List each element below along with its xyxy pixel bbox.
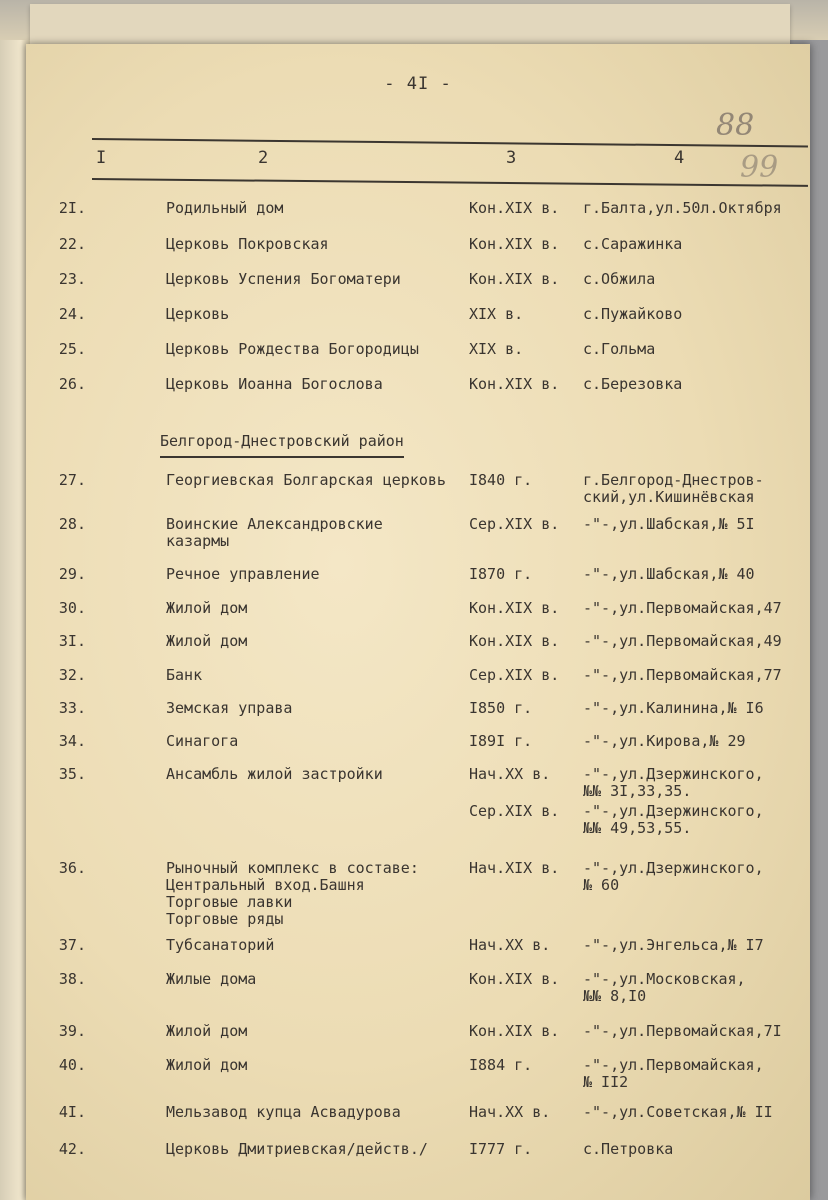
object-address: -"-,ул.Советская,№ II [583,1103,773,1121]
row-number: 3I. [58,632,86,650]
object-address: -"-,ул.Первомайская,77 [583,666,782,684]
object-date: Сер.XIX в. [469,666,560,684]
object-date: XIX в. [469,340,524,358]
object-date: XIX в. [469,305,524,323]
object-name: Тубсанаторий [166,936,275,954]
object-address: с.Обжила [583,270,656,288]
sheet-number-mark: 88 [716,108,755,143]
object-date: I840 г. [469,471,533,489]
row-number: 2I. [58,199,86,217]
row-number: 24. [58,305,86,323]
row-number: 34. [58,732,86,750]
sheet-number-mark-2: 99 [740,150,779,185]
object-address: г.Белгород-Днестров- ский,ул.Кишинёвская [583,471,764,506]
row-number: 36. [58,859,86,877]
object-address: -"-,ул.Кирова,№ 29 [583,732,746,750]
object-date: I850 г. [469,699,533,717]
object-name: Рыночный комплекс в составе: Центральный вход.Башня Торговые лавки Торговые ряды [166,859,419,928]
object-date: Кон.XIX в. [469,632,560,650]
row-number: 42. [58,1140,86,1158]
object-name: Родильный дом [166,199,284,217]
row-number: 27. [58,471,86,489]
row-number: 22. [58,235,86,253]
object-date: Нач.XX в. [469,936,551,954]
object-address: г.Балта,ул.50л.Октября [583,199,782,217]
row-number: 29. [58,565,86,583]
object-name: Воинские Александровские казармы [166,515,383,550]
row-number: 4I. [58,1103,86,1121]
object-address: -"-,ул.Первомайская,7I [583,1022,782,1040]
object-date: Нач.XX в. [469,765,551,783]
object-date: I884 г. [469,1056,533,1074]
object-name: Жилой дом [166,632,248,650]
object-address: -"-,ул.Дзержинского, №№ 3I,33,35. [583,765,764,800]
row-number: 40. [58,1056,86,1074]
object-name: Церковь [166,305,230,323]
row-number: 32. [58,666,86,684]
table-header-rule [92,178,808,187]
object-address: -"-,ул.Первомайская, № II2 [583,1056,764,1091]
row-number: 33. [58,699,86,717]
object-date: I777 г. [469,1140,533,1158]
object-date: Сер.XIX в. [469,515,560,533]
header-col-1: I [96,148,107,168]
row-number: 39. [58,1022,86,1040]
object-address: -"-,ул.Первомайская,47 [583,599,782,617]
row-number: 28. [58,515,86,533]
object-date: I870 г. [469,565,533,583]
object-name: Жилой дом [166,1056,248,1074]
table-top-rule [92,138,808,147]
object-address: с.Гольма [583,340,656,358]
object-name: Церковь Покровская [166,235,329,253]
object-date: Кон.XIX в. [469,599,560,617]
object-name: Мельзавод купца Асвадурова [166,1103,401,1121]
object-address: -"-,ул.Шабская,№ 5I [583,515,755,533]
object-address: с.Пужайково [583,305,683,323]
row-number: 25. [58,340,86,358]
district-heading: Белгород-Днестровский район [160,432,404,458]
row-number: 37. [58,936,86,954]
object-address: -"-,ул.Дзержинского, №№ 49,53,55. [583,802,764,837]
object-name: Георгиевская Болгарская церковь [166,471,446,489]
object-date: I89I г. [469,732,533,750]
object-address: с.Петровка [583,1140,674,1158]
object-name: Церковь Дмитриевская/действ./ [166,1140,428,1158]
header-col-2: 2 [258,148,269,168]
object-date: Нач.XX в. [469,1103,551,1121]
object-address: -"-,ул.Московская, №№ 8,I0 [583,970,746,1005]
row-number: 30. [58,599,86,617]
page-number: - 4I - [384,74,452,94]
object-date: Кон.XIX в. [469,1022,560,1040]
object-name: Церковь Иоанна Богослова [166,375,383,393]
object-date: Кон.XIX в. [469,235,560,253]
object-name: Ансамбль жилой застройки [166,765,383,783]
object-date: Кон.XIX в. [469,970,560,988]
object-name: Речное управление [166,565,320,583]
object-date: Кон.XIX в. [469,375,560,393]
header-col-3: 3 [506,148,517,168]
row-number: 26. [58,375,86,393]
object-address: -"-,ул.Энгельса,№ I7 [583,936,764,954]
object-date: Кон.XIX в. [469,199,560,217]
object-name: Банк [166,666,203,684]
row-number: 38. [58,970,86,988]
object-address: -"-,ул.Дзержинского, № 60 [583,859,764,894]
document-page [26,44,810,1200]
header-col-4: 4 [674,148,685,168]
object-name: Жилой дом [166,1022,248,1040]
object-date: Сер.XIX в. [469,802,560,820]
row-number: 23. [58,270,86,288]
object-name: Церковь Успения Богоматери [166,270,401,288]
object-address: -"-,ул.Шабская,№ 40 [583,565,755,583]
row-number: 35. [58,765,86,783]
object-date: Нач.XIX в. [469,859,560,877]
object-date: Кон.XIX в. [469,270,560,288]
object-name: Жилой дом [166,599,248,617]
object-name: Земская управа [166,699,293,717]
object-address: с.Саражинка [583,235,683,253]
object-name: Церковь Рождества Богородицы [166,340,419,358]
object-address: -"-,ул.Калинина,№ I6 [583,699,764,717]
object-name: Синагога [166,732,239,750]
object-address: с.Березовка [583,375,683,393]
object-name: Жилые дома [166,970,257,988]
object-address: -"-,ул.Первомайская,49 [583,632,782,650]
